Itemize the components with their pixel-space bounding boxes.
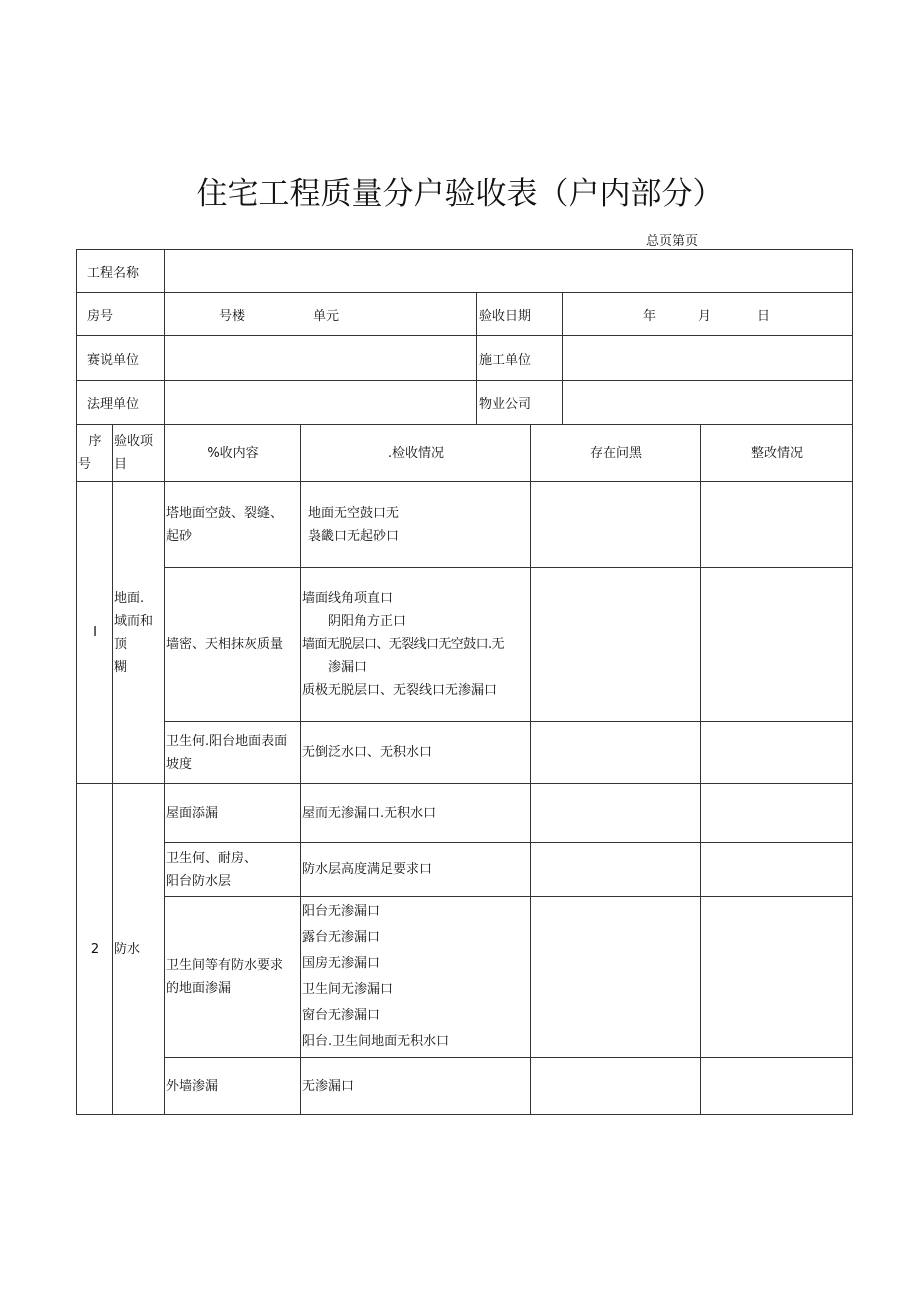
- property-company-field[interactable]: [563, 381, 853, 425]
- check-cell: 防水层高度满足要求口: [301, 843, 531, 897]
- group-item: 防水: [113, 784, 165, 1115]
- rectify-header: 整改情况: [701, 425, 853, 482]
- project-name-field[interactable]: [165, 250, 853, 293]
- check-cell: 地面无空鼓口无 袅畿口无起砂口: [301, 482, 531, 568]
- problem-cell[interactable]: [531, 568, 701, 722]
- day-label: 日: [757, 308, 771, 324]
- table-row: [77, 784, 853, 843]
- header-info-table: [76, 249, 853, 425]
- content-cell: 外墙渗漏: [165, 1058, 301, 1115]
- content-cell: 卫生何、耐房、 阳台防水层: [165, 843, 301, 897]
- item-header: 验收项 目: [113, 425, 165, 482]
- month-label: 月: [698, 308, 712, 324]
- group-item: 地面. 域而和 顶 糊: [113, 482, 165, 784]
- content-header: %收内容: [165, 425, 301, 482]
- property-company-label: 物业公司: [477, 381, 563, 425]
- content-cell: 卫生间等有防水要求 的地面渗漏: [165, 897, 301, 1058]
- developer-label: 赛说单位: [77, 336, 165, 381]
- content-cell: 屋面添漏: [165, 784, 301, 843]
- content-cell: 墙密、天相抹灰质量: [165, 568, 301, 722]
- rectify-cell[interactable]: [701, 1058, 853, 1115]
- acceptance-table: [76, 424, 853, 1115]
- page-title: 住宅工程质量分户验收表（户内部分）: [196, 176, 724, 212]
- room-number-field[interactable]: [165, 293, 477, 336]
- check-cell: 阳台无渗漏口 露台无渗漏口 国房无渗漏口 卫生间无渗漏口 窗台无渗漏口 阳台.卫生间地面无积水口: [301, 897, 531, 1058]
- table-row: [77, 722, 853, 784]
- rectify-cell[interactable]: [701, 843, 853, 897]
- column-header-row: [77, 425, 853, 482]
- group-seq: I: [77, 482, 113, 784]
- problem-cell[interactable]: [531, 843, 701, 897]
- table-row: [77, 843, 853, 897]
- table-row: [77, 568, 853, 722]
- problem-cell[interactable]: [531, 897, 701, 1058]
- unit-label: 单元: [313, 308, 340, 324]
- problem-cell[interactable]: [531, 482, 701, 568]
- check-cell: 无渗漏口: [301, 1058, 531, 1115]
- seq-header: 序 号: [77, 425, 113, 482]
- rectify-cell[interactable]: [701, 784, 853, 843]
- year-label: 年: [643, 308, 657, 324]
- rectify-cell[interactable]: [701, 568, 853, 722]
- accept-date-label: 验收日期: [477, 293, 563, 336]
- problem-cell[interactable]: [531, 722, 701, 784]
- construction-unit-field[interactable]: [563, 336, 853, 381]
- rectify-cell[interactable]: [701, 722, 853, 784]
- accept-date-field[interactable]: [563, 293, 853, 336]
- check-header: .检收情况: [301, 425, 531, 482]
- problem-header: 存在问黑: [531, 425, 701, 482]
- table-row: [77, 1058, 853, 1115]
- check-cell: 屋而无渗漏口.无积水口: [301, 784, 531, 843]
- supervisor-field[interactable]: [165, 381, 477, 425]
- rectify-cell[interactable]: [701, 897, 853, 1058]
- check-cell: 无倒泛水口、无积水口: [301, 722, 531, 784]
- building-label: 号楼: [219, 308, 246, 324]
- page-number-info: 总页第页: [646, 234, 699, 249]
- group-seq: 2: [77, 784, 113, 1115]
- content-cell: 塔地面空鼓、裂缝、 起砂: [165, 482, 301, 568]
- developer-field[interactable]: [165, 336, 477, 381]
- construction-unit-label: 施工单位: [477, 336, 563, 381]
- content-cell: 卫生何.阳台地面表面 坡度: [165, 722, 301, 784]
- rectify-cell[interactable]: [701, 482, 853, 568]
- supervisor-label: 法理单位: [77, 381, 165, 425]
- project-name-label: 工程名称: [77, 250, 165, 293]
- problem-cell[interactable]: [531, 784, 701, 843]
- problem-cell[interactable]: [531, 1058, 701, 1115]
- table-row: [77, 482, 853, 568]
- room-number-label: 房号: [77, 293, 165, 336]
- check-cell: 墙面线角项直口 阴阳角方正口 墙面无脱层口、无裂线口无空鼓口.无 渗漏口 质极无脱层口、无裂线口无渗漏口: [301, 568, 531, 722]
- table-row: [77, 897, 853, 1058]
